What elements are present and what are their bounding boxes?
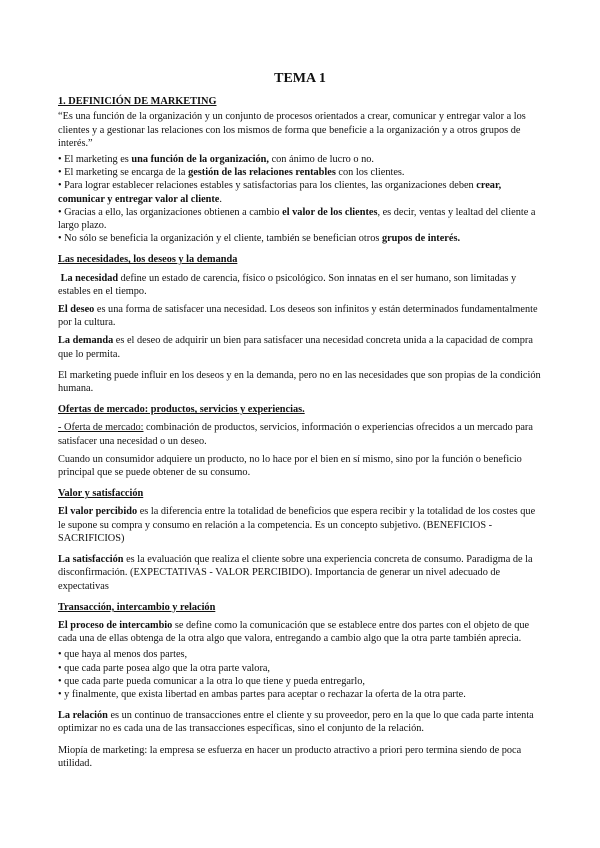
section-heading-exchange: Transacción, intercambio y relación bbox=[58, 601, 216, 613]
list-item: • que haya al menos dos partes, bbox=[58, 649, 188, 661]
list-item: • Para lograr establecer relaciones estables y satisfactorias para los clientes, las organizaciones deben crear, comunicar y entregar valor al cliente. bbox=[58, 180, 502, 205]
paragraph-desire: El deseo es una forma de satisfacer una necesidad. Los deseos son infinitos y están determinados fundamentalmente por la cultura. bbox=[58, 304, 538, 329]
list-item: • y finalmente, que exista libertad en ambas partes para aceptar o rechazar la oferta de la otra parte. bbox=[58, 688, 466, 700]
section-heading-definition: 1. DEFINICIÓN DE MARKETING bbox=[58, 96, 217, 108]
paragraph-exchange-process: El proceso de intercambio se define como la comunicación que se establece entre dos partes con el objeto de que cada una de ellas obtenga de la otra algo que valora, entregando a cambio algo que la otra parte también aprecia. bbox=[58, 619, 530, 645]
paragraph-demand: La demanda es el deseo de adquirir un bien para satisfacer una necesidad concreta unida a la capacidad de compra que lo permita. bbox=[58, 335, 533, 360]
list-item: • El marketing se encarga de la gestión de las relaciones rentables con los clientes. bbox=[58, 167, 405, 179]
exchange-conditions-list bbox=[58, 648, 542, 701]
list-item: • El marketing es una función de la organización, con ánimo de lucro o no. bbox=[58, 154, 374, 166]
marketing-definition-quote: “Es una función de la organización y un conjunto de procesos orientados a crear, comunicar y entregar valor a los clientes y a gestionar las relaciones con los mismos de forma que beneficie a la organización y a otros grupos de interés.” bbox=[58, 111, 526, 149]
section-heading-needs: Las necesidades, los deseos y la demanda bbox=[58, 254, 238, 266]
definition-bullet-list bbox=[58, 153, 542, 245]
list-item: • Gracias a ello, las organizaciones obtienen a cambio el valor de los clientes, es decir, ventas y lealtad del cliente a largo plazo. bbox=[58, 206, 536, 232]
paragraph-marketing-myopia: Miopía de marketing: la empresa se esfuerza en hacer un producto atractivo a priori pero termina siendo de poca utilidad. bbox=[58, 744, 522, 769]
paragraph-relationship: La relación es un continuo de transacciones entre el cliente y su proveedor, pero en la que lo que cada parte intenta optimizar no es cada una de las transacciones específicas, sino el conjunto de la relación. bbox=[58, 710, 534, 735]
list-item: • que cada parte posea algo que la otra parte valora, bbox=[58, 662, 271, 674]
page-title: TEMA 1 bbox=[274, 71, 326, 86]
list-item: • que cada parte pueda comunicar a la otra lo que tiene y pueda entregarlo, bbox=[58, 675, 365, 687]
paragraph-marketing-influence: El marketing puede influir en los deseos y en la demanda, pero no en las necesidades que son propias de la condición humana. bbox=[58, 369, 541, 395]
section-heading-offers: Ofertas de mercado: productos, servicios y experiencias. bbox=[58, 404, 305, 416]
section-heading-value: Valor y satisfacción bbox=[58, 488, 144, 500]
paragraph-market-offer: - Oferta de mercado: combinación de productos, servicios, información o experiencias ofrecidos a un mercado para satisfacer una necesidad o un deseo. bbox=[58, 422, 533, 447]
paragraph-perceived-value: El valor percibido es la diferencia entre la totalidad de beneficios que espera recibir y la totalidad de los costes que le supone su compra y consumo en relación a la competencia. Es un concepto subjetivo. (BENEFICIOS - SACRIFICIOS) bbox=[58, 506, 536, 544]
paragraph-satisfaction: La satisfacción es la evaluación que realiza el cliente sobre una experiencia concreta de consumo. Paradigma de la disconfirmación. (EXPECTATIVAS - VALOR PERCIBIDO). Importancia de generar un nivel adecuado de expectativas bbox=[58, 554, 533, 592]
paragraph-need: La necesidad define un estado de carencia, físico o psicológico. Son innatas en el ser humano, son limitadas y estables en el tiempo. bbox=[58, 272, 517, 297]
paragraph-consumer-purchase: Cuando un consumidor adquiere un producto, no lo hace por el bien en sí mismo, sino por la función o beneficio principal que se puede obtener de su consumo. bbox=[58, 453, 522, 479]
list-item: • No sólo se beneficia la organización y el cliente, también se benefician otros grupos de interés. bbox=[58, 233, 461, 245]
